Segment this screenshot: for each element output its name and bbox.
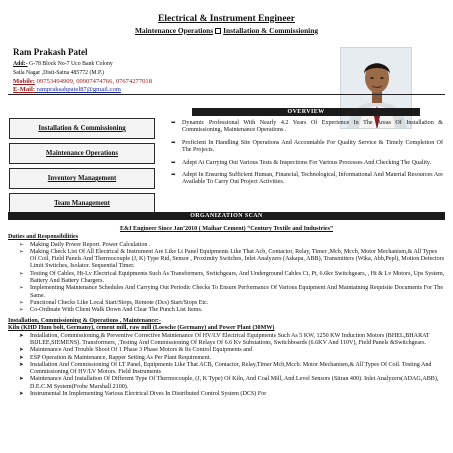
duty-item: ➢ Testing Of Cables, Ht-Lv Electrical Equipments Such As Transformers, Switchgears, And Underground Cables Ct, Pt, 6.6kv Switchgears, , Ht & Lv Motors, Ups System, Battery And Battery Chargers.	[8, 271, 445, 286]
installation-item: ➤ Installation And Commissioning Of LT Panel, Equipments Like That ACB, Contactor, Relay,Timer Mcb,Mccb. Motor Mechanism,& All Types Of Coil. Testing And Commissioning Of HV/LV Motors. Field Instruments	[8, 362, 445, 377]
overview-item: ➥ Proficient In Handling Site Operations And Accountable For Quality Service & Timely Completion Of The Projects.	[170, 140, 443, 155]
skill-maintenance-operations: Maintenance Operations	[9, 143, 155, 164]
overview-list	[170, 120, 443, 192]
installation-section-subtitle: Kiln (KHD Hum bolt, Germany), cement mill, raw mill (Loesche (Germany) and Power Plant (30MW)	[8, 324, 275, 331]
candidate-photo	[340, 47, 412, 129]
duty-item: ➢ Co-Ordinate With Client Walk Down And Clear The Punch List Items.	[8, 307, 445, 314]
subtitle-installation: Installation & Commissioning	[223, 26, 319, 35]
duty-item: ➢ Implementing Maintenance Schedules And Carrying Out Periodic Checks To Ensure Performance Of Various Equipment And Maintaining Requisite Documents For The Same.	[8, 285, 445, 300]
overview-item: ➥ Adept In Ensuring Sufficient Human, Financial, Technological, Informational And Material Resources Are Available To Carry Out Project Activities.	[170, 172, 443, 187]
overview-item: ➥ Adept At Carrying Out Various Tests & Inspections For Various Processes And Checking The Quality.	[170, 160, 443, 167]
organization-scan-banner: ORGANIZATION SCAN	[8, 212, 445, 220]
header-divider	[8, 94, 445, 95]
mobile-label: Mobile:	[13, 77, 35, 85]
email-value[interactable]: rampraksahpatel87@gmail.com	[34, 86, 121, 94]
address-label: Add:-	[13, 61, 28, 67]
installation-item: ➤ ESP Operation & Maintenance, Rapper Setting As Per Plant Requirement.	[8, 355, 445, 362]
skill-team-management: Team Management	[9, 193, 155, 214]
checkbox-separator-icon	[215, 28, 221, 34]
resume-title: Electrical & Instrument Engineer	[158, 14, 295, 24]
candidate-name: Ram Prakash Patel	[13, 47, 88, 57]
experience-heading: E&I Engineer Since Jan’2010 ( Maihar Cement) “Century Textile and Industries”	[119, 226, 334, 232]
contact-block	[13, 48, 152, 95]
skill-inventory-management: Inventory Management	[9, 168, 155, 189]
installation-item: ➤ Installation, Commissioning,& Preventive Corrective Maintenance Of HV/LV Electrical Equipments Such As 5 KW, 1250 KW Induction Motors (BHEL,BHARAT BIJLEE,SIEMENS). Transformers, ,Testing And Commissioning Of Relays Of 6.6 Kv Substations, Switchboards (6.6KV And 110V), Field Panels &Switchgears.	[8, 333, 445, 348]
installation-item: ➤ Maintenance And Trouble Shoot Of 1 Phase 3 Phase Motors & Its Control Equipments and	[8, 347, 445, 354]
skill-installation-commissioning: Installation & Commissioning	[9, 118, 155, 139]
overview-banner: OVERVIEW	[192, 108, 420, 116]
overview-item: ➥ Dynamic Professional With Nearly 4.2 Years Of Experience In The Areas Of Installation & Commissioning, Maintenance Operations .	[170, 120, 443, 135]
resume-subtitle	[0, 26, 453, 35]
mobile-value: 09753494909, 09907474766, 07674277018	[34, 77, 153, 85]
email-label: E-Mail:	[13, 86, 35, 94]
mobile-line	[13, 78, 152, 87]
duty-item: ➢ Making Daily Power Report. Power Calculation .	[8, 242, 445, 249]
duty-item: ➢ Making Check List Of All Electrical & Instrument Are Like Lt Panel Equipments Like That Acb, Contactor, Relay, Timer ,Mcb, Mccb, Motor Mechanism,& All Types Of Coil, Field Panels And Thermocouple (J, K) Type Rtd, Sensor , Proximity Switches, Inlet Analyzers (Askapa, ABB), Transmitters (Wika, Abb,Pepl), Motion Detectors Limit Switches, Isolator. Sequential Timer.	[8, 249, 445, 271]
address-value: G-78 Block No-7 Uco Bank Colony	[27, 61, 113, 67]
subtitle-maintenance: Maintenance Operations	[134, 26, 214, 35]
installation-section-title: Installation, Commissioning & Operations , Maintenance:-	[8, 317, 161, 324]
installation-item: ➤ Maintenance And Installation Of Different Type Of Thermocouple, (J, K Type) Of Kiln, And Coal Mill, And Level Sensors (Sitran 400). Inlet Analyzers(ADAG,ABB), D.E.C.M System(Frobe Marshall 2100).	[8, 376, 445, 391]
duties-title: Duties and Responsibilities	[8, 233, 79, 240]
experience-section	[8, 226, 445, 398]
address-line-2: Satla Nagar ,Distt-Satna 485772 (M.P.)	[13, 69, 104, 76]
installation-item: ➤ Instrumental In Implementing Various Electrical Dives In Distributed Control System (DCS) For	[8, 391, 445, 398]
skills-column	[9, 118, 155, 218]
address-line-1	[13, 60, 152, 69]
duty-item: ➢ Functional Checks Like Local Start/Stops, Remote (Dcs) Start/Stops Etc.	[8, 300, 445, 307]
candidate-photo-image	[341, 48, 412, 129]
